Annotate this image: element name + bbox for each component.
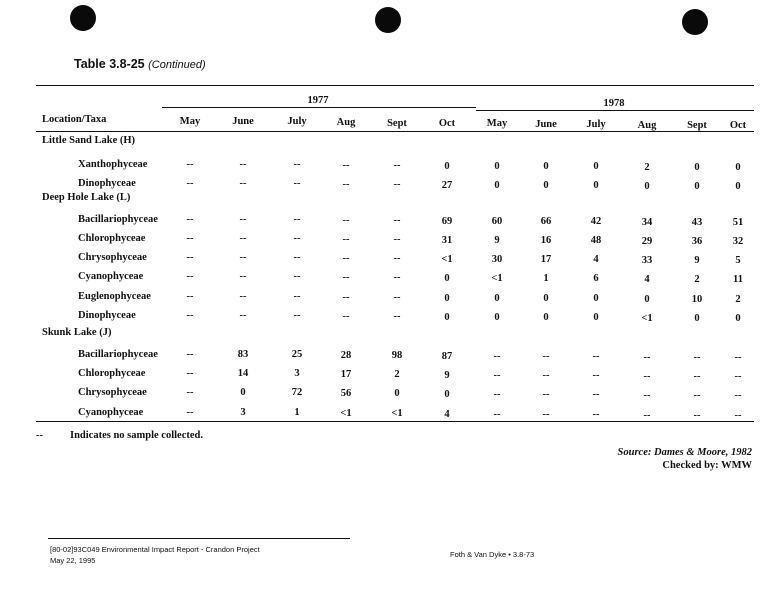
table-cell: -- <box>393 253 401 264</box>
month-header: Aug <box>637 120 657 131</box>
taxon-label: Chlorophyceae <box>78 368 146 379</box>
taxon-label: Dinophyceae <box>78 310 136 321</box>
table-cell: 48 <box>590 235 602 246</box>
table-cell: -- <box>239 233 247 244</box>
month-header: May <box>486 118 508 129</box>
table-cell: 56 <box>340 388 352 399</box>
table-cell: 0 <box>644 294 650 305</box>
table-cell: 0 <box>593 312 599 323</box>
table-cell: -- <box>239 252 247 263</box>
stub-header: Location/Taxa <box>42 114 107 125</box>
table-cell: -- <box>393 179 401 190</box>
table-cell: 0 <box>694 313 700 324</box>
table-cell: -- <box>493 351 501 362</box>
table-cell: -- <box>693 371 701 382</box>
table-cell: 14 <box>237 368 249 379</box>
table-cell: <1 <box>340 408 352 419</box>
table-cell: -- <box>186 387 194 398</box>
table-cell: 2 <box>735 294 741 305</box>
table-cell: -- <box>342 179 350 190</box>
location-heading: Little Sand Lake (H) <box>42 135 136 146</box>
table-cell: 0 <box>543 312 549 323</box>
table-cell: -- <box>393 292 401 303</box>
table-cell: -- <box>693 390 701 401</box>
taxon-label: Chlorophyceae <box>78 233 146 244</box>
table-cell: -- <box>293 252 301 263</box>
table-cell: 29 <box>641 236 653 247</box>
table-cell: -- <box>493 370 501 381</box>
table-cell: 25 <box>291 349 303 360</box>
table-cell: -- <box>542 409 550 420</box>
table-cell: 11 <box>733 274 743 285</box>
table-cell: 4 <box>593 254 599 265</box>
month-header: Oct <box>438 118 456 129</box>
table-cell: -- <box>186 407 194 418</box>
table-cell: 17 <box>540 254 552 265</box>
month-header: Oct <box>729 120 747 131</box>
table-cell: 28 <box>340 350 352 361</box>
year-1977-header: 1977 <box>307 95 329 106</box>
table-cell: 2 <box>694 274 700 285</box>
table-cell: -- <box>186 271 194 282</box>
table-cell: 4 <box>444 409 450 420</box>
table-cell: 36 <box>691 236 703 247</box>
table-cell: 32 <box>732 236 744 247</box>
month-header: June <box>232 116 254 127</box>
table-cell: 0 <box>543 161 549 172</box>
table-cell: 0 <box>593 161 599 172</box>
table-cell: 2 <box>644 162 650 173</box>
table-cell: -- <box>643 390 651 401</box>
table-cell: -- <box>393 311 401 322</box>
table-cell: 0 <box>593 180 599 191</box>
table-cell: -- <box>393 160 401 171</box>
year-1977-rule <box>162 107 476 108</box>
legend <box>36 430 203 441</box>
table-cell: -- <box>393 234 401 245</box>
table-cell: -- <box>293 214 301 225</box>
table-cell: 31 <box>441 235 453 246</box>
table-cell: 51 <box>732 217 744 228</box>
table-cell: -- <box>734 352 742 363</box>
table-top-rule <box>36 85 754 86</box>
table-cell: -- <box>342 160 350 171</box>
table-cell: <1 <box>491 273 503 284</box>
month-header: Aug <box>336 117 356 128</box>
table-cell: 0 <box>494 161 500 172</box>
table-cell: -- <box>239 178 247 189</box>
table-cell: -- <box>293 159 301 170</box>
table-cell: 17 <box>340 369 352 380</box>
table-cell: -- <box>239 310 247 321</box>
table-continued: (Continued) <box>148 59 206 71</box>
table-cell: 0 <box>444 389 450 400</box>
table-cell: 98 <box>391 350 403 361</box>
location-heading: Deep Hole Lake (L) <box>42 192 131 203</box>
taxon-label: Cyanophyceae <box>78 407 144 418</box>
month-header: June <box>535 119 557 130</box>
taxon-label: Bacillariophyceae <box>78 214 158 225</box>
table-cell: 0 <box>543 293 549 304</box>
table-cell: 0 <box>394 388 400 399</box>
footer-rule <box>48 538 350 539</box>
table-cell: 0 <box>543 180 549 191</box>
taxon-label: Xanthophyceae <box>78 159 148 170</box>
table-cell: -- <box>592 351 600 362</box>
location-heading: Skunk Lake (J) <box>42 327 112 338</box>
table-cell: -- <box>493 389 501 400</box>
month-header: May <box>179 116 201 127</box>
table-number: Table 3.8-25 <box>74 57 145 71</box>
source-note <box>618 446 752 472</box>
table-cell: -- <box>239 291 247 302</box>
binder-hole-center <box>375 7 401 33</box>
table-cell: -- <box>643 410 651 421</box>
table-cell: -- <box>393 272 401 283</box>
table-cell: 0 <box>240 387 246 398</box>
table-cell: 4 <box>644 274 650 285</box>
table-cell: 0 <box>735 162 741 173</box>
table-cell: 0 <box>494 293 500 304</box>
table-cell: -- <box>592 409 600 420</box>
table-cell: -- <box>734 390 742 401</box>
table-cell: 0 <box>735 181 741 192</box>
table-cell: -- <box>734 410 742 421</box>
table-cell: 0 <box>694 181 700 192</box>
table-cell: 30 <box>491 254 503 265</box>
table-cell: -- <box>342 311 350 322</box>
table-cell: -- <box>643 352 651 363</box>
table-cell: -- <box>186 310 194 321</box>
table-cell: 16 <box>540 235 552 246</box>
table-cell: <1 <box>391 408 403 419</box>
table-cell: 2 <box>394 369 400 380</box>
taxon-label: Bacillariophyceae <box>78 349 158 360</box>
table-cell: -- <box>239 159 247 170</box>
table-cell: 0 <box>494 312 500 323</box>
binder-hole-right <box>682 9 708 35</box>
table-cell: 9 <box>444 370 450 381</box>
table-cell: 83 <box>237 349 249 360</box>
table-cell: 42 <box>590 216 602 227</box>
month-header: Sept <box>687 120 707 131</box>
footer-date: May 22, 1995 <box>50 556 96 565</box>
table-cell: -- <box>239 271 247 282</box>
table-cell: -- <box>239 214 247 225</box>
legend-symbol: -- <box>36 430 43 441</box>
table-cell: 66 <box>540 216 552 227</box>
table-cell: 43 <box>691 217 703 228</box>
checked-by: Checked by: WMW <box>662 460 752 471</box>
table-cell: -- <box>693 352 701 363</box>
table-cell: -- <box>542 389 550 400</box>
table-cell: -- <box>186 252 194 263</box>
table-cell: 33 <box>641 255 653 266</box>
legend-text: Indicates no sample collected. <box>70 430 203 441</box>
table-cell: -- <box>592 370 600 381</box>
taxon-label: Euglenophyceae <box>78 291 151 302</box>
taxon-label: Dinophyceae <box>78 178 136 189</box>
month-header: July <box>586 119 606 130</box>
table-cell: -- <box>542 370 550 381</box>
table-cell: -- <box>186 214 194 225</box>
table-cell: -- <box>186 178 194 189</box>
table-cell: 1 <box>543 273 549 284</box>
table-cell: -- <box>393 215 401 226</box>
table-cell: 1 <box>294 407 300 418</box>
table-cell: 0 <box>644 181 650 192</box>
table-cell: -- <box>342 234 350 245</box>
table-cell: 3 <box>294 368 300 379</box>
month-header: July <box>287 116 307 127</box>
table-cell: 0 <box>444 293 450 304</box>
footer-doc-id: [80-02]93C049 Environmental Impact Report - Crandon Project <box>50 545 260 554</box>
table-cell: -- <box>293 178 301 189</box>
table-cell: -- <box>186 233 194 244</box>
table-cell: 72 <box>291 387 303 398</box>
table-cell: 60 <box>491 216 503 227</box>
table-cell: -- <box>293 271 301 282</box>
table-cell: -- <box>592 389 600 400</box>
month-header: Sept <box>387 118 407 129</box>
table-cell: 0 <box>593 293 599 304</box>
table-title <box>74 57 206 71</box>
table-cell: -- <box>293 291 301 302</box>
table-cell: -- <box>293 233 301 244</box>
table-cell: -- <box>186 368 194 379</box>
table-cell: 6 <box>593 273 599 284</box>
table-cell: 0 <box>494 180 500 191</box>
taxon-label: Chrysophyceae <box>78 387 147 398</box>
source-citation: Source: Dames & Moore, 1982 <box>617 447 752 458</box>
table-cell: -- <box>293 310 301 321</box>
table-cell: -- <box>186 349 194 360</box>
binder-hole-left <box>70 5 96 31</box>
table-cell: 0 <box>444 273 450 284</box>
table-cell: 5 <box>735 255 741 266</box>
table-cell: 87 <box>441 351 453 362</box>
table-cell: 0 <box>694 162 700 173</box>
table-cell: <1 <box>441 254 453 265</box>
year-1978-header: 1978 <box>603 98 625 109</box>
table-cell: -- <box>734 371 742 382</box>
table-cell: 10 <box>691 294 703 305</box>
table-cell: -- <box>186 291 194 302</box>
taxon-label: Cyanophyceae <box>78 271 144 282</box>
table-cell: 34 <box>641 217 653 228</box>
table-cell: -- <box>186 159 194 170</box>
taxon-label: Chrysophyceae <box>78 252 147 263</box>
table-cell: 3 <box>240 407 246 418</box>
table-cell: 69 <box>441 216 453 227</box>
table-cell: -- <box>643 371 651 382</box>
table-cell: -- <box>542 351 550 362</box>
table-cell: -- <box>493 409 501 420</box>
table-cell: 0 <box>444 312 450 323</box>
table-cell: 0 <box>444 161 450 172</box>
footer-page-ref: Foth & Van Dyke • 3.8-73 <box>450 550 535 559</box>
table-cell: <1 <box>641 313 653 324</box>
table-cell: -- <box>693 410 701 421</box>
table-cell: 9 <box>494 235 500 246</box>
table-cell: 27 <box>441 180 453 191</box>
year-1978-rule <box>476 110 754 111</box>
table-cell: -- <box>342 292 350 303</box>
table-cell: -- <box>342 253 350 264</box>
table-cell: -- <box>342 272 350 283</box>
table-cell: 9 <box>694 255 700 266</box>
table-cell: 0 <box>735 313 741 324</box>
table-cell: -- <box>342 215 350 226</box>
